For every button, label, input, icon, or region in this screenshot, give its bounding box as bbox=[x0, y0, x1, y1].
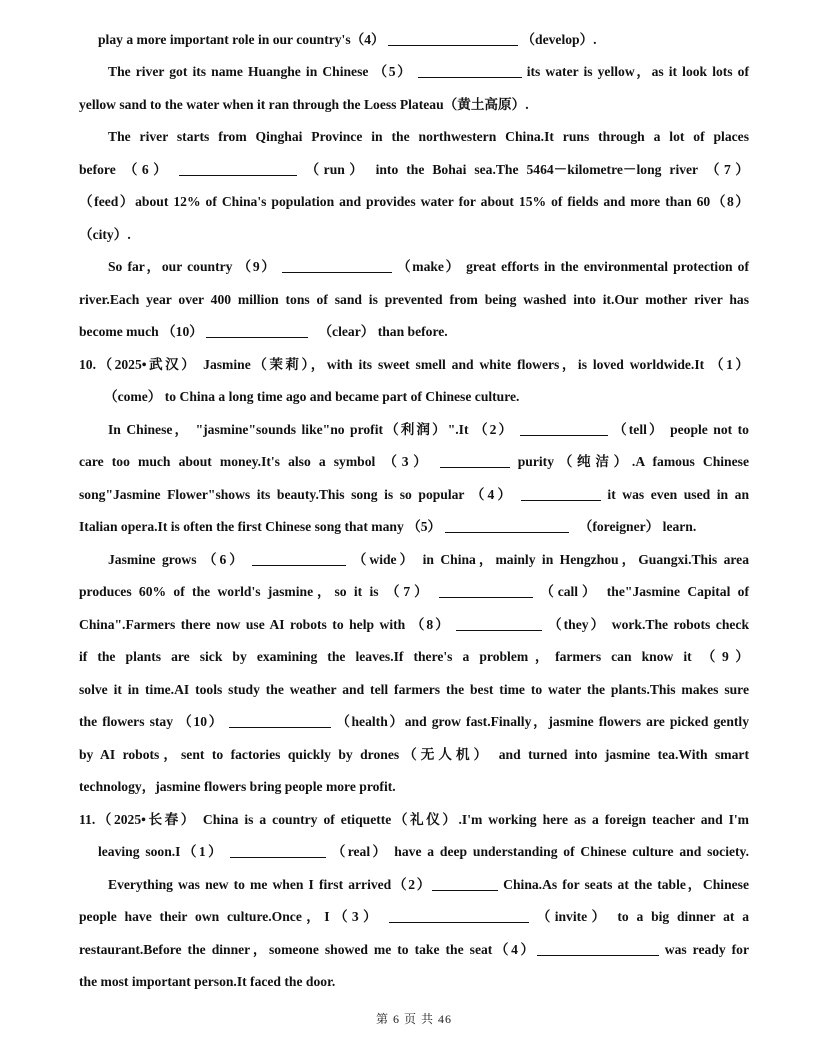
text-line: produces 60% of the world's jasmine，so it is （7） （call） the"Jasmine Capital of bbox=[79, 584, 750, 599]
text-line: song"Jasmine Flower"shows its beauty.This song is so popular （4） it was even used in an bbox=[79, 487, 750, 502]
text-line: So far，our country （9） （make） great efforts in the environmental protection of bbox=[108, 259, 749, 274]
answer-blank[interactable] bbox=[229, 713, 331, 728]
text-line: solve it in time.AI tools study the weather and tell farmers the best time to water the plants.This makes sure bbox=[79, 682, 749, 697]
answer-blank[interactable] bbox=[389, 908, 529, 923]
answer-blank[interactable] bbox=[521, 486, 601, 501]
answer-blank[interactable] bbox=[445, 518, 569, 533]
text-line: the flowers stay （10） （health）and grow fast.Finally，jasmine flowers are picked gently bbox=[79, 714, 749, 729]
answer-blank[interactable] bbox=[179, 161, 297, 176]
answer-blank[interactable] bbox=[252, 551, 346, 566]
text-line: The river starts from Qinghai Province in the northwestern China.It runs through a lot of places bbox=[108, 129, 749, 144]
text-line: technology，jasmine flowers bring people more profit. bbox=[79, 779, 396, 794]
text-line: （come） to China a long time ago and became part of Chinese culture. bbox=[104, 389, 520, 404]
text-line: restaurant.Before the dinner，someone showed me to take the seat（4） was ready for bbox=[79, 942, 749, 957]
answer-blank[interactable] bbox=[537, 941, 659, 956]
text-line: Jasmine grows （6） （wide） in China，mainly in Hengzhou，Guangxi.This area bbox=[108, 552, 749, 567]
text-line: care too much about money.It's also a symbol （3） purity（纯洁）.A famous Chinese bbox=[79, 454, 749, 469]
text-line: The river got its name Huanghe in Chinese （5） its water is yellow，as it look lots of bbox=[108, 64, 749, 79]
text-line: yellow sand to the water when it ran through the Loess Plateau（黄土高原）. bbox=[79, 97, 529, 112]
text-line: play a more important role in our country's（4） （develop）. bbox=[98, 32, 597, 47]
text-line: （city）. bbox=[79, 227, 131, 242]
answer-blank[interactable] bbox=[439, 583, 533, 598]
answer-blank[interactable] bbox=[520, 421, 608, 436]
answer-blank[interactable] bbox=[206, 323, 308, 338]
text-line: become much （10） （clear） than before. bbox=[79, 324, 448, 339]
text-line: the most important person.It faced the door. bbox=[79, 974, 336, 989]
text-line: （feed）about 12% of China's population and provides water for about 15% of fields and more than 60（8） bbox=[79, 194, 749, 209]
text-line: people have their own culture.Once，I（3） （invite） to a big dinner at a bbox=[79, 909, 749, 924]
page-number-footer: 第 6 页 共 46 bbox=[375, 1012, 452, 1026]
text-line: Everything was new to me when I first arrived（2） China.As for seats at the table，Chinese bbox=[108, 877, 749, 892]
answer-blank[interactable] bbox=[432, 876, 498, 891]
text-line: by AI robots，sent to factories quickly by drones（无人机） and turned into jasmine tea.With smart bbox=[79, 747, 749, 762]
text-line: China".Farmers there now use AI robots to help with （8） （they） work.The robots check bbox=[79, 617, 750, 632]
text-line: river.Each year over 400 million tons of sand is prevented from being washed into it.Our mother river has bbox=[79, 292, 749, 307]
text-line: if the plants are sick by examining the leaves.If there's a problem，farmers can know it （9） bbox=[79, 649, 749, 664]
answer-blank[interactable] bbox=[388, 31, 518, 46]
answer-blank[interactable] bbox=[440, 453, 510, 468]
text-line: In Chinese， "jasmine"sounds like"no profit（利润）".It （2） （tell） people not to bbox=[108, 422, 749, 437]
text-line: before （6） （run） into the Bohai sea.The 5464－kilometre－long river （7） bbox=[79, 162, 749, 177]
answer-blank[interactable] bbox=[418, 63, 522, 78]
answer-blank[interactable] bbox=[282, 258, 392, 273]
question-10-header: 10.（2025•武汉） Jasmine（茉莉），with its sweet smell and white flowers，is loved worldwide.It （1） bbox=[79, 357, 749, 372]
answer-blank[interactable] bbox=[230, 843, 326, 858]
text-line: Italian opera.It is often the first Chinese song that many （5） （foreigner） learn. bbox=[79, 519, 697, 534]
text-line: leaving soon.I（1） （real） have a deep understanding of Chinese culture and society. bbox=[98, 844, 749, 859]
question-11-header: 11.（2025•长春） China is a country of etiquette（礼仪）.I'm working here as a foreign teacher and I'm bbox=[79, 812, 749, 827]
answer-blank[interactable] bbox=[456, 616, 542, 631]
